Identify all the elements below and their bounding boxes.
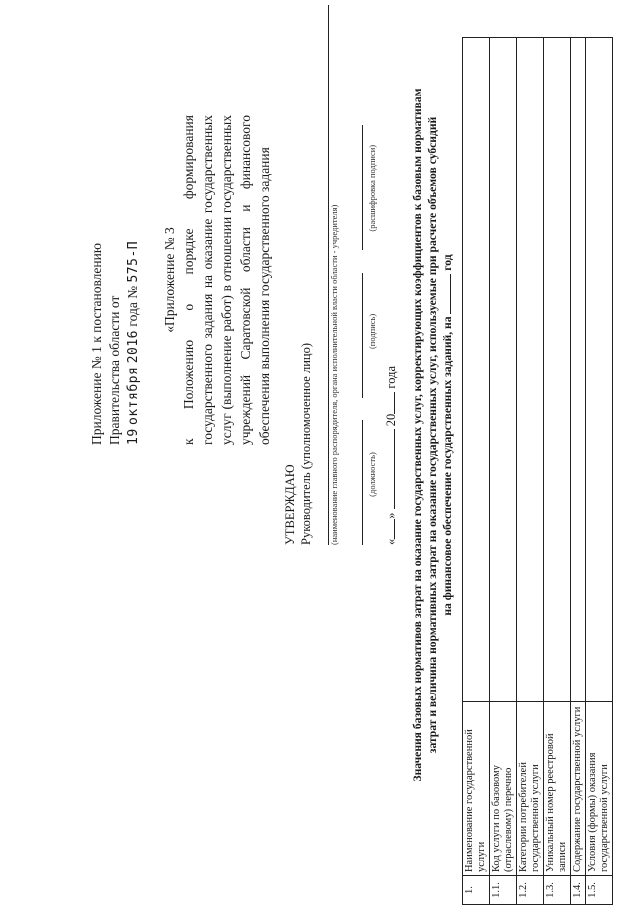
resolution-number: 575-П [126, 240, 141, 283]
appendix-1-line2: Правительства области от [107, 295, 122, 445]
row-label: Код услуги по базовому (отраслевому) перечню [490, 701, 517, 876]
appendix-1-header [88, 115, 143, 445]
appendix-3-body: к Положению о порядке формирования государственного задания на оказание государственных услуг (выполнение работ) в отношении государственных учреждений Саратовской области и финансового обеспечения выполнения государственного задания [181, 115, 272, 445]
approval-title: УТВЕРЖДАЮ [283, 464, 297, 545]
row-number: 1. [463, 876, 490, 905]
year-word: года [384, 366, 398, 389]
resolution-year: 2016 [126, 329, 141, 364]
table-row [517, 38, 544, 905]
resolution-month: октября [126, 366, 141, 425]
row-value-cell[interactable] [586, 38, 613, 702]
decoding-line [350, 126, 363, 251]
resolution-year-word: года [125, 302, 140, 327]
row-number: 1.3. [544, 876, 571, 905]
year-blank [382, 392, 395, 414]
signature-row [350, 5, 367, 545]
row-value-cell[interactable] [463, 38, 490, 702]
row-label: Условия (формы) оказания государственной услуги [586, 701, 613, 876]
appendix-1-line1: Приложение № 1 к постановлению [89, 243, 104, 445]
year-blank-heading [450, 274, 451, 314]
row-label: Категории потребителей государственной услуги [517, 701, 544, 876]
table-row [571, 38, 586, 905]
resolution-number-sign: № [125, 285, 140, 299]
authority-signature-line [314, 5, 329, 545]
row-label: Наименование государственной услуги [463, 701, 490, 876]
service-table [462, 37, 613, 905]
table-row [544, 38, 571, 905]
signature-line [350, 273, 363, 398]
row-number: 1.4. [571, 876, 586, 905]
caption-position: (должность) [367, 452, 377, 497]
day-blank [382, 519, 395, 539]
position-line [350, 420, 363, 545]
row-value-cell[interactable] [544, 38, 571, 702]
table-row [463, 38, 490, 905]
appendix-1-date [124, 115, 143, 445]
approval-date-row [382, 5, 399, 545]
row-label: Содержание государственной услуги [571, 701, 586, 876]
quote-open: « [384, 538, 398, 545]
caption-decoding: (расшифровка подписи) [367, 144, 377, 232]
approval-block [282, 5, 399, 545]
approval-subtitle: Руководитель (уполномоченное лицо) [299, 342, 313, 545]
appendix-3-title: «Приложение № 3 [162, 227, 177, 333]
month-blank [382, 429, 395, 509]
row-number: 1.2. [517, 876, 544, 905]
table-row [586, 38, 613, 905]
row-value-cell[interactable] [517, 38, 544, 702]
heading-line-3-text: на финансовое обеспечение государственных заданий, на [441, 316, 454, 616]
year-prefix: 20 [384, 413, 398, 427]
signature-captions [367, 5, 378, 545]
heading-line-2: затрат и величина нормативных затрат на оказание государственных услуг, используемые при расчете объемов субсидий [426, 116, 439, 754]
caption-signature: (подпись) [367, 313, 377, 350]
row-number: 1.5. [586, 876, 613, 905]
row-label: Уникальный номер реестровой записи [544, 701, 571, 876]
heading-line-3 [440, 5, 455, 865]
quote-close: » [384, 512, 398, 519]
heading-line-3-end: год [441, 254, 454, 271]
row-value-cell[interactable] [490, 38, 517, 702]
authority-caption: (наименование главного распорядителя, органа исполнительной власти области - учредителя) [329, 204, 339, 545]
heading-line-1: Значения базовых нормативов затрат на оказание государственных услуг, корректирующих коэффициентов к базовым нормативам [411, 88, 424, 782]
table-row [490, 38, 517, 905]
resolution-day: 19 [126, 428, 141, 445]
appendix-3-header [160, 115, 274, 445]
row-value-cell[interactable] [571, 38, 586, 702]
document-heading [410, 5, 455, 865]
row-number: 1.1. [490, 876, 517, 905]
